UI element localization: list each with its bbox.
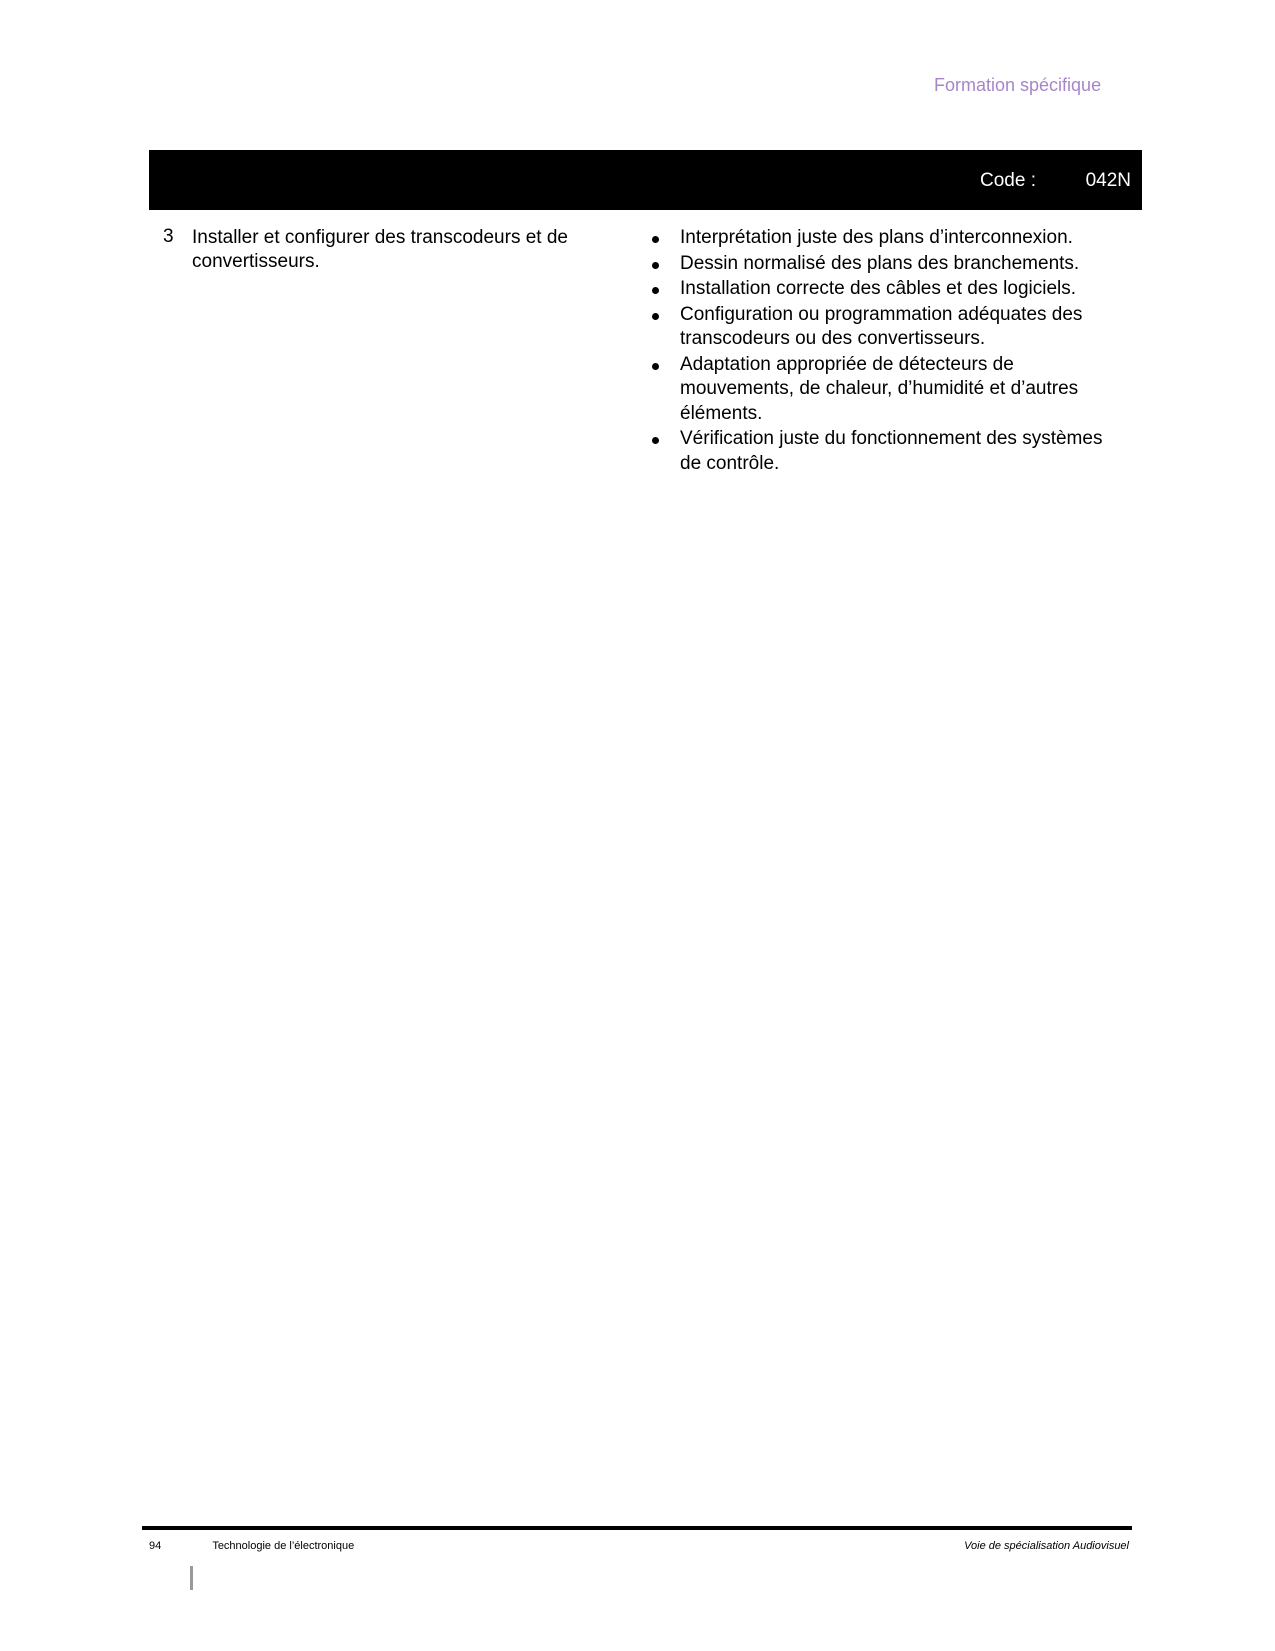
criteria-item (652, 353, 1122, 427)
criteria-item (652, 226, 1122, 251)
code-label-text: Code : (980, 170, 1036, 191)
criteria-text: Adaptation appropriée de détecteurs de mouvements, de chaleur, d’humidité et d’autres éléments. (680, 353, 1079, 424)
footer-left (149, 1540, 354, 1552)
formation-heading: Formation spécifique (934, 75, 1102, 95)
competency-number: 3 (163, 226, 174, 247)
criteria-text: Vérification juste du fonctionnement des systèmes de contrôle. (680, 428, 1103, 474)
criteria-item (652, 277, 1122, 302)
page-number: 94 (149, 1540, 162, 1552)
bullet-icon (652, 313, 659, 320)
criteria-item (652, 252, 1122, 277)
criteria-text: Configuration ou programmation adéquates des transcodeurs ou des convertisseurs. (680, 303, 1083, 349)
criteria-list (652, 226, 1122, 477)
margin-mark (190, 1566, 193, 1590)
footer-rule (142, 1526, 1132, 1530)
criteria-text: Dessin normalisé des plans des branchements. (680, 252, 1080, 274)
footer-left-title: Technologie de l’électronique (212, 1540, 355, 1552)
competency-text: Installer et configurer des transcodeurs et de convertisseurs. (192, 227, 568, 272)
criteria-text: Interprétation juste des plans d’interconnexion. (680, 227, 1073, 248)
code-label (980, 170, 1131, 192)
footer-right-title: Voie de spécialisation Audiovisuel (964, 1540, 1129, 1552)
bullet-icon (652, 262, 659, 269)
bullet-icon (652, 236, 659, 243)
bullet-icon (652, 437, 659, 444)
bullet-icon (652, 287, 659, 294)
criteria-item (652, 427, 1122, 476)
criteria-text: Installation correcte des câbles et des logiciels. (680, 278, 1077, 299)
criteria-item (652, 303, 1122, 352)
code-value: 042N (1085, 170, 1131, 191)
bullet-icon (652, 363, 659, 370)
